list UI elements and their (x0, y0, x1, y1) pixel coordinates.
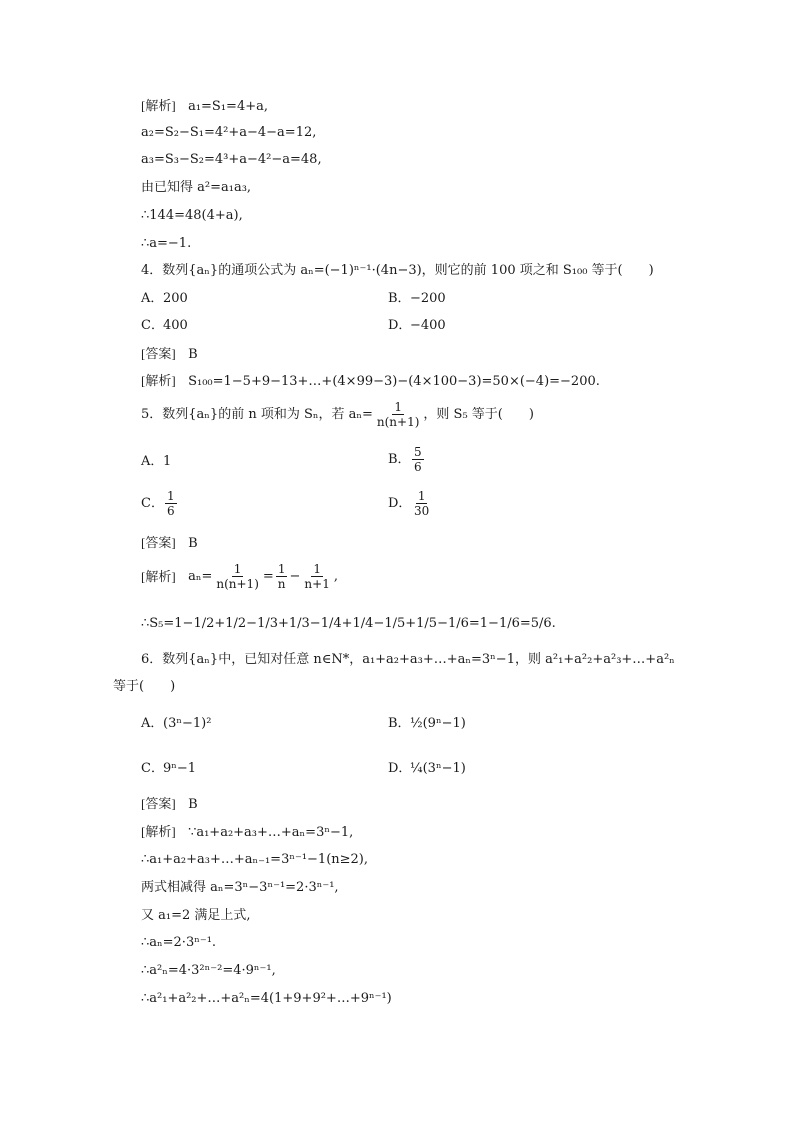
q3-analysis-line-3: a₃=S₃−S₂=4³+a−4²−a=48, (141, 152, 322, 167)
q3-analysis-line-6: ∴a=−1. (141, 236, 192, 251)
q4-option-b (388, 290, 446, 308)
q5-option-d-den: 30 (414, 504, 430, 518)
q6-analysis-line-2: ∴a₁+a₂+a₃+…+aₙ₋₁=3ⁿ⁻¹−1(n≥2), (141, 852, 369, 867)
q5-analysis-frac-3-num: 1 (313, 562, 321, 576)
q5-option-c-fraction (165, 489, 177, 518)
q6-option-c (141, 760, 196, 778)
q4-option-a-text: 200 (163, 291, 188, 306)
q5-option-d-fraction (412, 489, 431, 518)
q5-analysis-frac-3 (302, 562, 331, 591)
q5-stem-frac-num: 1 (394, 400, 402, 414)
q6-option-c-text: 9ⁿ−1 (163, 761, 197, 776)
q5-analysis-frac-1-num: 1 (233, 562, 242, 576)
q5-option-b (388, 445, 426, 474)
q5-option-c (141, 489, 179, 518)
analysis-label: [解析] (141, 824, 176, 839)
answer-label: [答案] (141, 796, 176, 811)
q5-analysis-comma: , (333, 568, 338, 584)
q6-answer-value: B (188, 797, 198, 812)
q3-analysis-text-1: a₁=S₁=4+a, (188, 99, 268, 114)
q6-option-b-letter: B． (388, 716, 411, 731)
q4-option-c-letter: C． (141, 318, 164, 333)
q4-option-d (388, 317, 446, 335)
q6-analysis-line-7: ∴a²₁+a²₂+…+a²ₙ=4(1+9+9²+…+9ⁿ⁻¹) (141, 991, 392, 1006)
q5-option-b-letter: B． (388, 451, 411, 467)
q6-stem-line-1: 6．数列{aₙ}中，已知对任意 n∈N*，a₁+a₂+a₃+…+aₙ=3ⁿ−1，则 a²₁+a²₂+a²₃+…+a²ₙ (141, 652, 675, 667)
q5-option-d (388, 489, 433, 518)
q5-option-a (141, 453, 171, 471)
q6-option-a-letter: A． (141, 716, 164, 731)
q4-answer-value: B (188, 347, 198, 362)
q6-analysis-line-3: 两式相减得 aₙ=3ⁿ−3ⁿ⁻¹=2·3ⁿ⁻¹, (141, 880, 339, 895)
q5-answer (141, 534, 198, 553)
q5-analysis-frac-2-den: n (277, 577, 286, 591)
answer-label: [答案] (141, 346, 176, 361)
q5-stem-fraction (375, 400, 422, 429)
q6-analysis-line-5: ∴aₙ=2·3ⁿ⁻¹. (141, 935, 217, 950)
q4-option-d-letter: D． (388, 318, 412, 333)
q4-option-b-text: −200 (410, 291, 446, 306)
q4-option-b-letter: B． (388, 291, 411, 306)
q5-option-b-den: 6 (414, 460, 422, 474)
q5-analysis-frac-1 (214, 562, 261, 591)
q4-option-c (141, 317, 188, 335)
answer-label: [答案] (141, 535, 176, 550)
q4-analysis-text: S₁₀₀=1−5+9−13+…+(4×99−3)−(4×100−3)=50×(−4)=−200. (188, 374, 600, 389)
q4-option-d-text: −400 (410, 318, 446, 333)
q5-analysis-prefix: aₙ= (188, 568, 213, 584)
q6-analysis-line-6: ∴a²ₙ=4·3²ⁿ⁻²=4·9ⁿ⁻¹, (141, 963, 276, 978)
q6-option-a-text: (3ⁿ−1)² (163, 716, 212, 731)
q5-stem-suffix: ，则 S₅ 等于( ) (423, 406, 534, 422)
q5-option-a-letter: A． (141, 454, 164, 469)
q6-option-b (388, 715, 466, 733)
q5-option-a-text: 1 (163, 454, 172, 469)
q4-stem: 4．数列{aₙ}的通项公式为 aₙ=(−1)ⁿ⁻¹·(4n−3)，则它的前 100 项之和 S₁₀₀ 等于( ) (141, 263, 654, 278)
q6-stem-line-2: 等于( ) (113, 679, 176, 694)
q4-answer (141, 345, 198, 364)
q6-option-c-letter: C． (141, 761, 164, 776)
q5-option-b-fraction (412, 445, 424, 474)
q5-stem-frac-den: n(n+1) (376, 415, 420, 429)
analysis-label: [解析] (141, 98, 176, 113)
q3-analysis-line-1 (141, 97, 268, 116)
q6-analysis-line-4: 又 a₁=2 满足上式, (141, 908, 251, 923)
q5-option-c-den: 6 (167, 504, 175, 518)
q4-option-a (141, 290, 188, 308)
q5-analysis-frac-3-den: n+1 (304, 577, 330, 591)
q5-option-d-num: 1 (417, 489, 426, 503)
q4-analysis (141, 372, 600, 391)
q6-answer (141, 795, 198, 814)
q6-analysis-text-1: ∵a₁+a₂+a₃+…+aₙ=3ⁿ−1, (188, 825, 354, 840)
q6-analysis-line-1 (141, 823, 353, 842)
q5-option-d-letter: D． (388, 495, 412, 511)
q5-analysis-equals: = (262, 568, 274, 584)
analysis-label: [解析] (141, 373, 176, 388)
q5-option-b-num: 5 (414, 445, 422, 459)
q5-analysis-frac-1-den: n(n+1) (216, 577, 259, 591)
q5-option-c-letter: C． (141, 495, 164, 511)
q5-analysis-minus: − (289, 568, 301, 584)
q5-analysis-line-2: ∴S₅=1−1/2+1/2−1/3+1/3−1/4+1/4−1/5+1/5−1/6=1−1/6=5/6. (141, 616, 556, 631)
q4-option-a-letter: A． (141, 291, 164, 306)
q5-analysis-line-1 (141, 562, 338, 591)
q5-stem (141, 400, 534, 429)
q6-option-d-letter: D． (388, 761, 412, 776)
q6-option-b-text: ½(9ⁿ−1) (410, 716, 466, 731)
q6-option-d-text: ¼(3ⁿ−1) (410, 761, 466, 776)
q4-option-c-text: 400 (163, 318, 188, 333)
q5-answer-value: B (188, 536, 198, 551)
q5-stem-prefix: 5．数列{aₙ}的前 n 项和为 Sₙ，若 aₙ= (141, 406, 373, 422)
analysis-label: [解析] (141, 568, 176, 584)
q3-analysis-line-4: 由已知得 a²=a₁a₃, (141, 180, 252, 195)
q5-analysis-frac-2-num: 1 (277, 562, 286, 576)
q6-option-d (388, 760, 466, 778)
q3-analysis-line-5: ∴144=48(4+a), (141, 208, 243, 223)
q3-analysis-line-2: a₂=S₂−S₁=4²+a−4−a=12, (141, 125, 317, 140)
q6-option-a (141, 715, 211, 733)
q5-analysis-frac-2 (276, 562, 288, 591)
q5-option-c-num: 1 (167, 489, 175, 503)
